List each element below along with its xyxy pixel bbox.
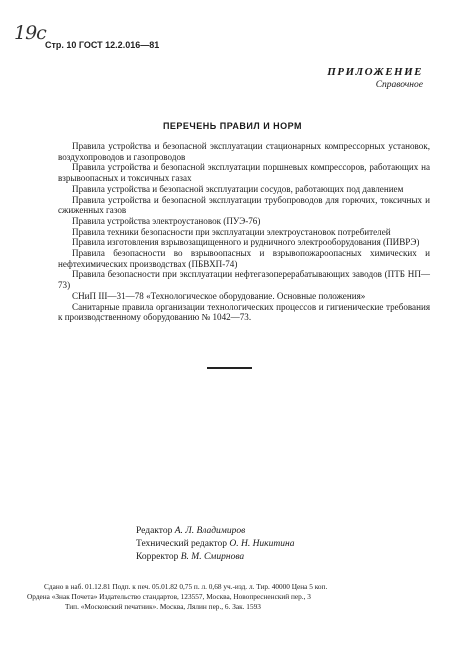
list-item: Санитарные правила организации технологических процессов и гигиенические требования к производственному оборудованию № 1042—73. xyxy=(58,301,430,323)
credit-name: В. М. Смирнова xyxy=(180,552,245,562)
section-divider xyxy=(207,367,252,369)
imprint-text: Сдано в наб. 01.12.81 Подп. к печ. 05.01.82 0,75 п. л. 0,68 уч.-изд. л. Тир. 40000 Цена 5 коп. xyxy=(44,582,328,591)
credit-role: Редактор xyxy=(136,526,173,536)
appendix-title: ПРИЛОЖЕНИЕ xyxy=(327,66,423,78)
appendix-subtitle: Справочное xyxy=(375,80,423,90)
list-item: Правила техники безопасности при эксплуатации электроустановок потребителей xyxy=(72,226,391,237)
list-item: Правила безопасности во взрывоопасных и взрывопожароопасных химических и нефтехимических производствах (ПБВХП-74) xyxy=(58,248,430,269)
credit-role: Технический редактор xyxy=(136,539,227,549)
running-head: Стр. 10 ГОСТ 12.2.016—81 xyxy=(45,40,160,50)
list-item: СНиП III—31—78 «Технологическое оборудование. Основные положения» xyxy=(72,290,366,301)
list-item: Правила безопасности при эксплуатации нефтегазоперерабатывающих заводов (ПТБ НП—73) xyxy=(58,269,430,291)
credit-technical-editor xyxy=(136,538,294,551)
appendix-label xyxy=(327,66,423,90)
credit-name: О. Н. Никитина xyxy=(229,539,295,549)
publisher-line: Ордена «Знак Почета» Издательство стандартов, 123557, Москва, Новопресненский пер., 3 xyxy=(27,592,311,601)
rules-list xyxy=(58,141,430,323)
list-item: Правила устройства и безопасной эксплуатации поршневых компрессоров, работающих на взрывоопасных и токсичных газах xyxy=(58,162,430,184)
credits xyxy=(136,525,294,564)
list-item: Правила устройства и безопасной эксплуатации трубопроводов для горючих, токсичных и сжиженных газов xyxy=(58,194,430,216)
list-item: Правила изготовления взрывозащищенного и рудничного электрооборудования (ПИВРЭ) xyxy=(72,237,420,248)
credit-editor xyxy=(136,525,294,538)
publisher-info xyxy=(27,592,437,611)
printer-line: Тип. «Московский печатник». Москва, Лялин пер., 6. Зак. 1593 xyxy=(65,601,261,611)
list-item: Правила устройства и безопасной эксплуатации сосудов, работающих под давлением xyxy=(72,183,404,194)
page-title: ПЕРЕЧЕНЬ ПРАВИЛ И НОРМ xyxy=(162,121,303,131)
handwritten-page-number: 19с xyxy=(14,22,46,44)
credit-proofreader xyxy=(136,551,294,564)
credit-name: А. Л. Владимиров xyxy=(174,526,246,536)
list-item: Правила устройства электроустановок (ПУЭ-76) xyxy=(72,215,261,226)
credit-role: Корректор xyxy=(136,552,179,562)
list-item: Правила устройства и безопасной эксплуатации стационарных компрессорных установок, воздухопроводов и газопроводов xyxy=(58,141,430,162)
